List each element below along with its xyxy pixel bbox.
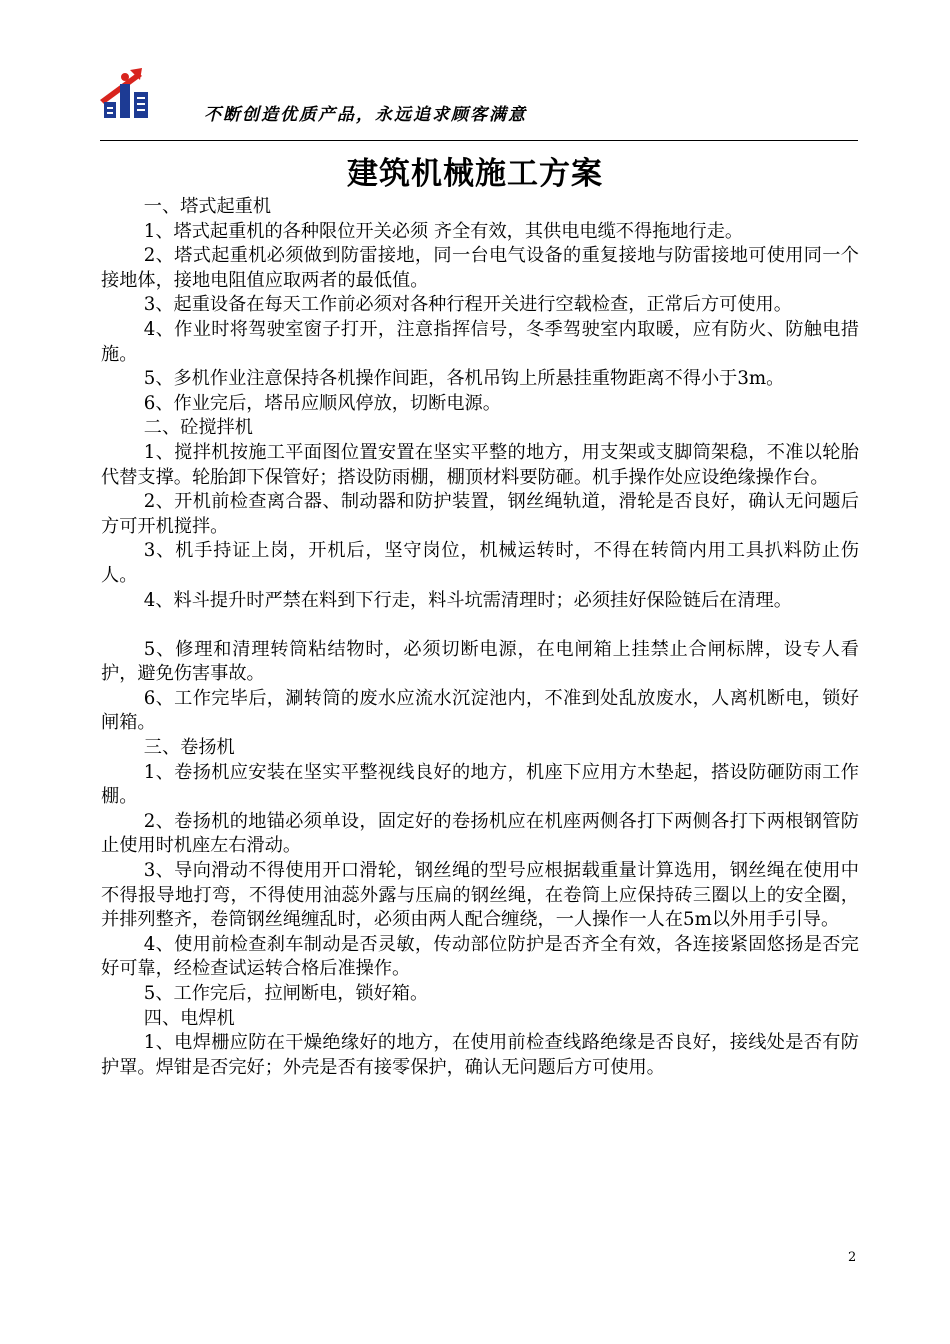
paragraph: 1、电焊栅应防在干燥绝缘好的地方，在使用前检查线路绝缘是否良好，接线处是否有防护罩。焊钳是否完好；外壳是否有接零保护，确认无问题后方可使用。 <box>101 1032 859 1078</box>
paragraph: 4、使用前检查刹车制动是否灵敏，传动部位防护是否齐全有效，各连接紧固悠扬是否完好可靠，经检查试运转合格后准操作。 <box>101 933 859 980</box>
paragraph: 4、作业时将驾驶室窗子打开，注意指挥信号，冬季驾驶室内取暖，应有防火、防触电措施。 <box>101 318 859 365</box>
header-slogan: 不断创造优质产品，永远追求顾客满意 <box>204 105 527 125</box>
logo-building-left <box>104 102 116 118</box>
section-heading: 一、塔式起重机 <box>143 196 272 217</box>
paragraph: 6、工作完毕后，涮转筒的废水应流水沉淀池内，不准到处乱放废水，人离机断电，锁好闸箱。 <box>101 687 859 734</box>
paragraph: 3、机手持证上岗，开机后，坚守岗位，机械运转时，不得在转筒内用工具扒料防止伤人。 <box>101 540 859 586</box>
logo-building-mid <box>120 84 130 118</box>
paragraph: 5、多机作业注意保持各机操作间距，各机吊钩上所悬挂重物距离不得小于3m。 <box>143 368 785 390</box>
section-heading: 三、卷扬机 <box>143 737 235 759</box>
paragraph: 1、塔式起重机的各种限位开关必须 齐全有效，其供电电缆不得拖地行走。 <box>143 220 744 242</box>
company-logo <box>98 66 154 120</box>
document-body <box>101 195 859 1080</box>
paragraph: 5、修理和清理转筒粘结物时，必须切断电源，在电闸箱上挂禁止合闸标牌，设专人看护，避免伤害事故。 <box>101 638 859 685</box>
logo-dot <box>121 73 129 81</box>
header-divider <box>100 140 858 141</box>
paragraph: 3、起重设备在每天工作前必须对各种行程开关进行空载检查，正常后方可使用。 <box>143 294 792 316</box>
paragraph: 6、作业完后，塔吊应顺风停放，切断电源。 <box>143 392 501 414</box>
paragraph: 3、导向滑动不得使用开口滑轮，钢丝绳的型号应根据载重量计算选用，钢丝绳在使用中不得报导地打弯，不得使用油蕊外露与压扁的钢丝绳，在卷筒上应保持砖三圈以上的安全圈，并排列整齐，卷筒钢丝绳缠乱时，必须由两人配合缠绕，一人操作一人在5m以外用手引导。 <box>101 860 859 931</box>
paragraph: 5、工作完后，拉闸断电，锁好箱。 <box>143 983 429 1004</box>
paragraph: 1、卷扬机应安装在坚实平整视线良好的地方，机座下应用方木垫起，搭设防砸防雨工作棚。 <box>101 761 859 808</box>
document-title: 建筑机械施工方案 <box>347 156 603 192</box>
section-heading: 二、砼搅拌机 <box>143 417 253 439</box>
section-heading: 四、电焊机 <box>143 1007 235 1029</box>
paragraph: 1、搅拌机按施工平面图位置安置在坚实平整的地方，用支架或支脚筒架稳，不准以轮胎代替支撑。轮胎卸下保管好；搭设防雨棚，棚顶材料要防砸。机手操作处应设绝缘操作台。 <box>101 441 859 488</box>
paragraph: 2、塔式起重机必须做到防雷接地，同一台电气设备的重复接地与防雷接地可使用同一个接地体，接地电阻值应取两者的最低值。 <box>101 245 859 291</box>
page-number: 2 <box>848 1250 857 1265</box>
paragraph: 2、卷扬机的地锚必须单设，固定好的卷扬机应在机座两侧各打下两侧各打下两根钢管防止使用时机座左右滑动。 <box>101 810 859 857</box>
paragraph: 4、料斗提升时严禁在料到下行走，料斗坑需清理时；必须挂好保险链后在清理。 <box>143 589 792 611</box>
paragraph: 2、开机前检查离合器、制动器和防护装置，钢丝绳轨道，滑轮是否良好，确认无问题后方可开机搅拌。 <box>101 491 859 537</box>
